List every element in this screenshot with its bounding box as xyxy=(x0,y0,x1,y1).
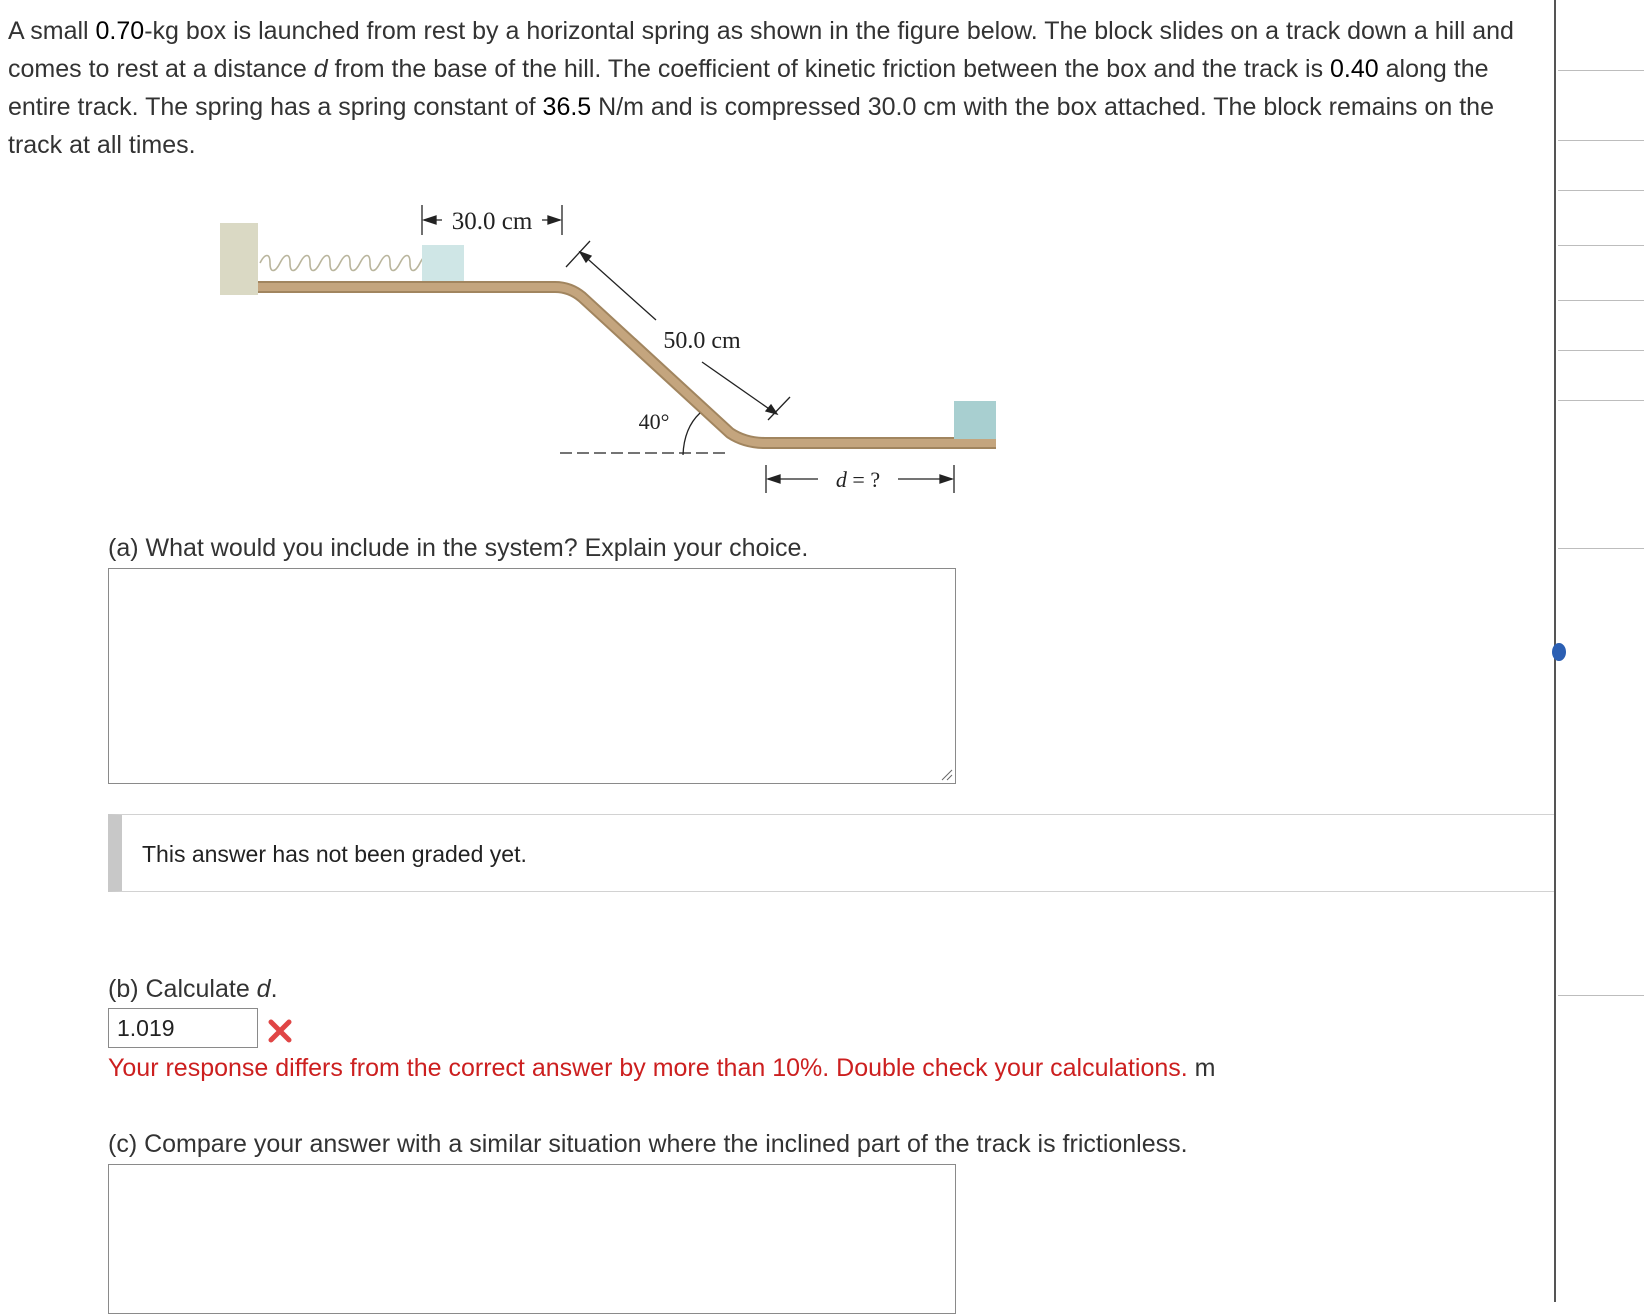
right-sidebar-edge xyxy=(1554,0,1644,1302)
figure-svg xyxy=(210,195,1010,505)
angle-label: 40° xyxy=(638,409,670,434)
sidebar-divider xyxy=(1558,140,1644,141)
incorrect-x-icon xyxy=(266,1017,294,1045)
distance-label-d: d xyxy=(835,467,847,492)
sidebar-divider xyxy=(1558,245,1644,246)
part-b-feedback xyxy=(108,1054,1216,1083)
part-c-answer-textarea[interactable] xyxy=(108,1164,956,1314)
grading-status-box xyxy=(108,814,1568,892)
sidebar-divider xyxy=(1558,350,1644,351)
wall xyxy=(220,223,258,295)
track xyxy=(258,287,996,443)
box-end xyxy=(954,401,996,439)
intro-text: along the entire track. The spring has a spring constant of xyxy=(8,55,1489,121)
box-start xyxy=(422,245,464,283)
part-b-question-suffix: . xyxy=(270,975,278,1003)
part-a-answer-textarea[interactable] xyxy=(108,568,956,784)
part-c-question: (c) Compare your answer with a similar situation where the inclined part of the track is frictionless. xyxy=(108,1130,1188,1158)
part-b-question-text: (b) Calculate xyxy=(108,975,257,1003)
intro-text: from the base of the hill. The coefficient of kinetic friction between the box and the track is xyxy=(327,55,1331,83)
sidebar-divider xyxy=(1558,190,1644,191)
resize-grip-icon[interactable] xyxy=(939,767,953,781)
spring-constant-value: 36.5 xyxy=(542,93,592,121)
track-outline xyxy=(258,287,996,443)
sidebar-divider xyxy=(1558,548,1644,549)
part-b-unit: m xyxy=(1194,1054,1216,1082)
sidebar-divider xyxy=(1558,400,1644,401)
part-b-question xyxy=(108,975,278,1004)
mass-value: 0.70 xyxy=(95,17,145,45)
spring xyxy=(260,256,430,271)
sidebar-divider xyxy=(1558,70,1644,71)
angle-arc xyxy=(683,413,700,455)
spring-hill-figure xyxy=(210,195,1010,510)
part-b-feedback-text: Your response differs from the correct answer by more than 10%. Double check your calculations. xyxy=(108,1054,1188,1082)
sidebar-divider xyxy=(1558,995,1644,996)
part-b-question-var: d xyxy=(256,975,271,1003)
problem-statement xyxy=(8,12,1548,164)
sidebar-divider xyxy=(1558,300,1644,301)
incline-label: 50.0 cm xyxy=(663,328,741,354)
part-a-question: (a) What would you include in the system? Explain your choice. xyxy=(108,534,809,562)
distance-label-value: = ? xyxy=(846,467,881,492)
sidebar-indicator-dot[interactable] xyxy=(1552,643,1566,661)
part-b-answer-input[interactable]: 1.019 xyxy=(108,1008,258,1048)
distance-label xyxy=(836,467,880,492)
grading-status-text: This answer has not been graded yet. xyxy=(142,841,527,867)
intro-text: A small xyxy=(8,17,96,45)
intro-text: N/m and is compressed 30.0 cm with the box attached. The block remains on the track at all times. xyxy=(8,93,1494,159)
d-variable: d xyxy=(313,55,328,83)
intro-text: -kg box is launched from rest by a horizontal spring as shown in the figure below. The block slides on a track down a hill and comes to rest at a distance xyxy=(8,17,1514,83)
mu-value: 0.40 xyxy=(1330,55,1379,83)
compression-label: 30.0 cm xyxy=(451,208,533,235)
